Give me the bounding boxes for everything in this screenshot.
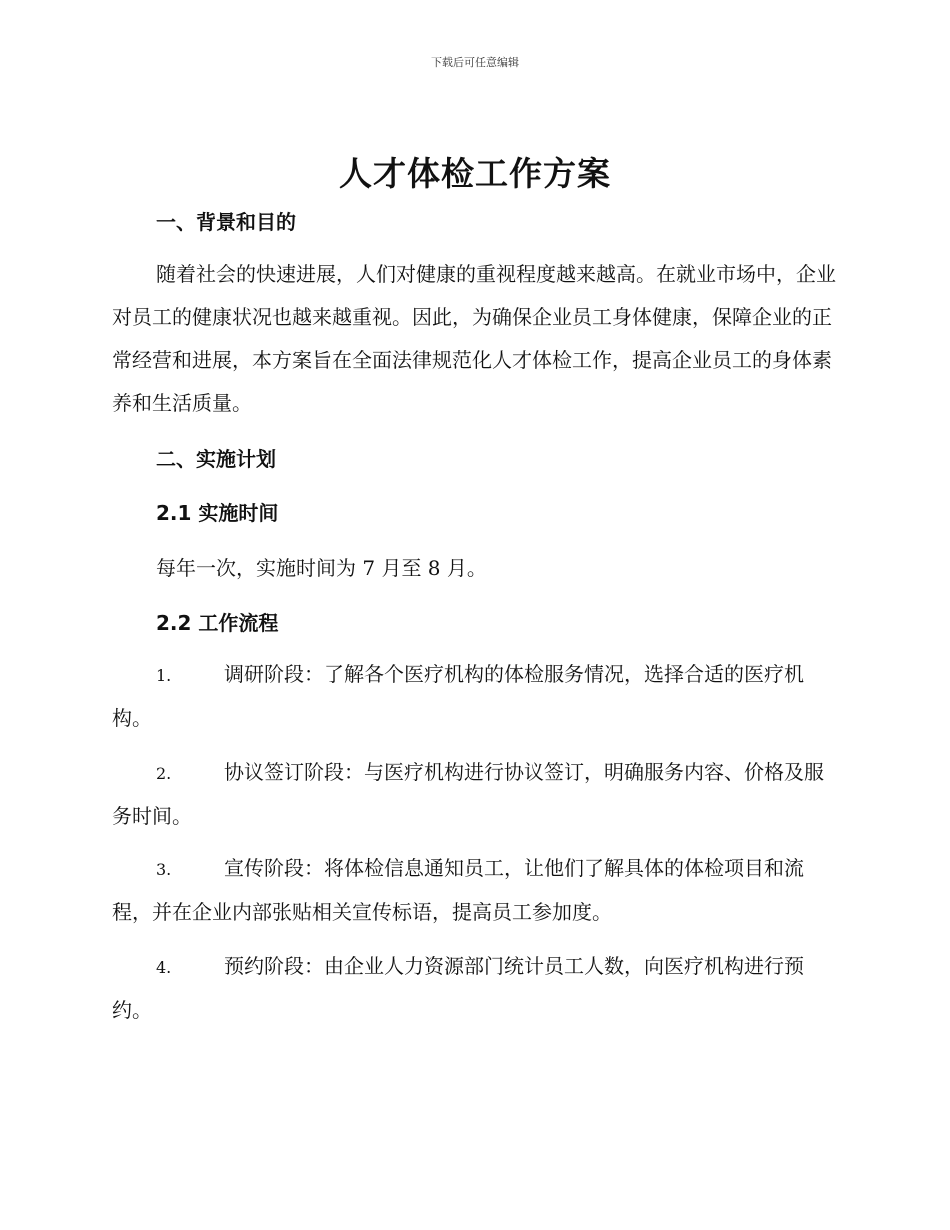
document-title: 人才体检工作方案 xyxy=(339,154,611,193)
list-item-text: 调研阶段：了解各个医疗机构的体检服务情况，选择合适的医疗机构。 xyxy=(112,662,804,730)
list-item-number: 3. xyxy=(156,860,172,879)
section-heading-background: 一、背景和目的 xyxy=(156,210,296,234)
list-item xyxy=(112,751,836,838)
section-heading-plan: 二、实施计划 xyxy=(156,447,276,471)
implementation-time-text: 每年一次，实施时间为 7 月至 8 月。 xyxy=(156,556,487,580)
subsection-heading-workflow: 2.2 工作流程 xyxy=(156,611,279,635)
header-note: 下载后可任意编辑 xyxy=(431,56,519,69)
list-item xyxy=(112,653,836,740)
list-item-text: 预约阶段：由企业人力资源部门统计员工人数，向医疗机构进行预约。 xyxy=(112,954,804,1022)
list-item-number: 4. xyxy=(156,958,172,977)
list-item-text: 宣传阶段：将体检信息通知员工，让他们了解具体的体检项目和流程，并在企业内部张贴相关宣传标语，提高员工参加度。 xyxy=(112,856,804,924)
list-item-number: 1. xyxy=(156,666,172,685)
list-item xyxy=(112,847,836,934)
list-item-number: 2. xyxy=(156,764,172,783)
list-item-text: 协议签订阶段：与医疗机构进行协议签订，明确服务内容、价格及服务时间。 xyxy=(112,760,824,828)
subsection-heading-time: 2.1 实施时间 xyxy=(156,501,279,525)
list-item xyxy=(112,945,836,1032)
background-paragraph: 随着社会的快速进展，人们对健康的重视程度越来越高。在就业市场中，企业对员工的健康状况也越来越重视。因此，为确保企业员工身体健康，保障企业的正常经营和进展，本方案旨在全面法律规范化人才体检工作，提高企业员工的身体素养和生活质量。 xyxy=(112,262,836,415)
